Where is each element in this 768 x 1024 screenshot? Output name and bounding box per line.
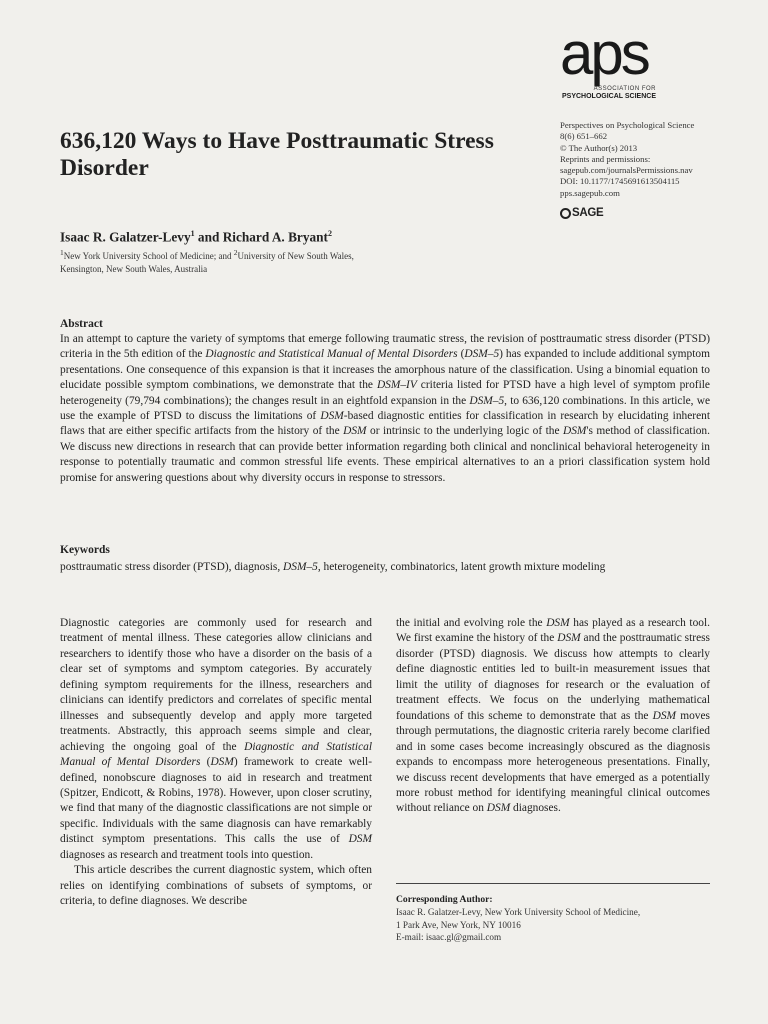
logo-wordmark: aps bbox=[560, 20, 648, 87]
corresponding-author bbox=[396, 883, 710, 944]
affil-2-mark: 2 bbox=[233, 248, 238, 257]
journal-name: Perspectives on Psychological Science bbox=[560, 120, 695, 130]
body-paragraph bbox=[396, 616, 710, 817]
author-2-affil: 2 bbox=[327, 229, 332, 238]
body-ital: DSM bbox=[652, 709, 677, 722]
corresponding-heading: Corresponding Author: bbox=[396, 894, 493, 905]
body-seg: diagnoses. bbox=[510, 802, 561, 815]
abstract-ital: DSM–5 bbox=[469, 394, 505, 407]
abstract-seg: , to 636,120 combinations. In this article, we use the example of PTSD to discuss the limitations of bbox=[60, 394, 710, 423]
abstract-seg: ( bbox=[457, 348, 465, 361]
logo-tagline-2: PSYCHOLOGICAL SCIENCE bbox=[562, 93, 656, 100]
permissions-link[interactable]: sagepub.com/journalsPermissions.nav bbox=[560, 165, 693, 176]
corresponding-line-2: 1 Park Ave, New York, NY 10016 bbox=[396, 919, 521, 930]
abstract-ital: DSM bbox=[343, 425, 367, 438]
body-seg: and the posttraumatic stress disorder (PTSD) diagnosis. We discuss how attempts to clearly define diagnostic entities led to built-in measurement issues that limit the utility of diagnoses for research or the evaluation of treatment effects. We focus on the underlying mathematical foundations of this scheme to demonstrate that as the bbox=[396, 632, 710, 722]
aps-logo bbox=[560, 20, 708, 106]
abstract-seg: 's method of classification. We discuss new directions in research that can provide better information regarding both clinical and nonclinical behavioral heterogeneity in response to potentially traumatic and common stressful life events. These empirical alternatives to an a priori classification system hold promise for answering questions about why diversity occurs in response to stressors. bbox=[60, 425, 710, 484]
doi[interactable]: DOI: 10.1177/1745691613504115 bbox=[560, 176, 680, 187]
article-title: 636,120 Ways to Have Posttraumatic Stress Disorder bbox=[60, 128, 494, 181]
keywords-ital: DSM–5 bbox=[283, 561, 318, 573]
journal-url[interactable]: pps.sagepub.com bbox=[560, 187, 620, 198]
body-seg: Diagnostic categories are commonly used for research and treatment of mental illness. These categories allow clinicians and researchers to identify those who have a disorder on the basis of a clear set of symptoms and symptom categories. By accurately defining symptom requirements for the illness, researchers and clinicians can identify predictors and correlates of specific mental illnesses and subsequently develop and apply more targeted treatments. Abstractly, this approach seems simple and clear, achieving the ongoing goal of the bbox=[60, 617, 372, 753]
body-seg: the initial and evolving role the bbox=[396, 617, 547, 629]
abstract-seg: In an attempt to capture the variety of symptoms that emerge following traumatic stress, the revision of posttraumatic stress disorder (PTSD) criteria in the 5th edition of the bbox=[60, 333, 710, 361]
keywords-seg: , heterogeneity, combinatorics, latent growth mixture modeling bbox=[317, 561, 606, 573]
reprints-label: Reprints and permissions: bbox=[560, 153, 651, 164]
sage-logo bbox=[560, 206, 603, 220]
body-seg: This article describes the current diagnostic system, which often relies on identifying combinations of subsets of symptoms, or criteria, to define diagnoses. We describe bbox=[60, 864, 372, 908]
abstract-seg: ) has expanded to include additional symptom presentations. One consequence of this expansion is that it increases the amorphous nature of the classification. Using a binomial equation to elucidate possible symptom combinations, we demonstrate that the bbox=[60, 348, 710, 392]
affil-1: New York University School of Medicine; and bbox=[63, 251, 234, 261]
affiliations bbox=[60, 246, 380, 276]
abstract-seg: criteria listed for PTSD have a high level of symptom profile heterogeneity (79,794 combinations); the changes result in an eightfold expansion in the bbox=[60, 379, 710, 407]
body-column-right bbox=[396, 616, 710, 817]
body-paragraph bbox=[60, 616, 372, 863]
body-seg: diagnoses as research and treatment tools into question. bbox=[60, 848, 314, 861]
abstract-ital: Diagnostic and Statistical Manual of Mental Disorders bbox=[205, 348, 458, 361]
abstract-ital: DSM bbox=[320, 410, 344, 423]
body-seg: has played as a research tool. We first examine the history of the bbox=[396, 617, 710, 645]
author-1: Isaac R. Galatzer-Levy bbox=[60, 229, 191, 245]
author-1-affil: 1 bbox=[190, 229, 195, 238]
logo-tagline-1: ASSOCIATION FOR bbox=[593, 86, 656, 92]
body-ital: DSM bbox=[210, 756, 234, 769]
keywords-text bbox=[60, 560, 710, 575]
body-ital: Diagnostic and Statistical Manual of Mental Disorders bbox=[60, 740, 372, 769]
corresponding-email[interactable]: E-mail: isaac.gl@gmail.com bbox=[396, 932, 502, 943]
journal-info bbox=[560, 120, 750, 199]
body-ital: DSM bbox=[557, 632, 581, 645]
body-ital: DSM bbox=[546, 617, 570, 629]
author-and: and bbox=[194, 229, 223, 245]
body-seg: moves through permutations, the diagnostic criteria rarely become clarified and in some cases become increasingly obscured as the diagnosis expands to encompass more heterogeneous presentations. Finally, we discuss recent developments that have emerged as a potentially more robust method for identifying meaningful clinical outcomes without reliance on bbox=[396, 709, 710, 815]
body-column-left bbox=[60, 616, 372, 910]
abstract-ital: DSM–IV bbox=[376, 379, 417, 392]
affil-1-mark: 1 bbox=[60, 248, 64, 257]
abstract-text bbox=[60, 332, 710, 486]
copyright: © The Author(s) 2013 bbox=[560, 142, 638, 153]
author-2: Richard A. Bryant bbox=[222, 229, 328, 245]
abstract-seg: or intrinsic to the underlying logic of the bbox=[366, 425, 564, 438]
abstract-ital: DSM–5 bbox=[464, 348, 500, 361]
affil-2: University of New South Wales, Kensington, New South Wales, Australia bbox=[60, 251, 354, 274]
journal-volume: 8(6) 651–662 bbox=[560, 131, 608, 142]
abstract-ital: DSM bbox=[563, 425, 587, 438]
abstract-seg: -based diagnostic entities for classification in research by elucidating inherent flaws that are either specific artifacts from the history of the bbox=[60, 410, 710, 438]
author-list bbox=[60, 229, 332, 245]
body-ital: DSM bbox=[486, 802, 511, 815]
abstract-heading: Abstract bbox=[60, 318, 103, 330]
body-seg: ) framework to create well-defined, nonobscure diagnoses to aid in research and treatment (Spitzer, Endicott, & Robins, 1978). However, upon closer scrutiny, we find that many of the diagnostic classifications are not simple or specific. Individuals with the same diagnosis can have remarkably distinct symptom presentations. This calls the use of bbox=[60, 756, 372, 846]
keywords-heading: Keywords bbox=[60, 544, 110, 556]
sage-wordmark: SAGE bbox=[572, 207, 604, 219]
body-seg: ( bbox=[200, 756, 211, 769]
corresponding-line-1: Isaac R. Galatzer-Levy, New York University School of Medicine, bbox=[396, 907, 641, 918]
body-paragraph bbox=[60, 863, 372, 909]
sage-icon bbox=[560, 208, 571, 219]
keywords-seg: posttraumatic stress disorder (PTSD), diagnosis, bbox=[60, 561, 284, 573]
body-ital: DSM bbox=[348, 833, 372, 846]
